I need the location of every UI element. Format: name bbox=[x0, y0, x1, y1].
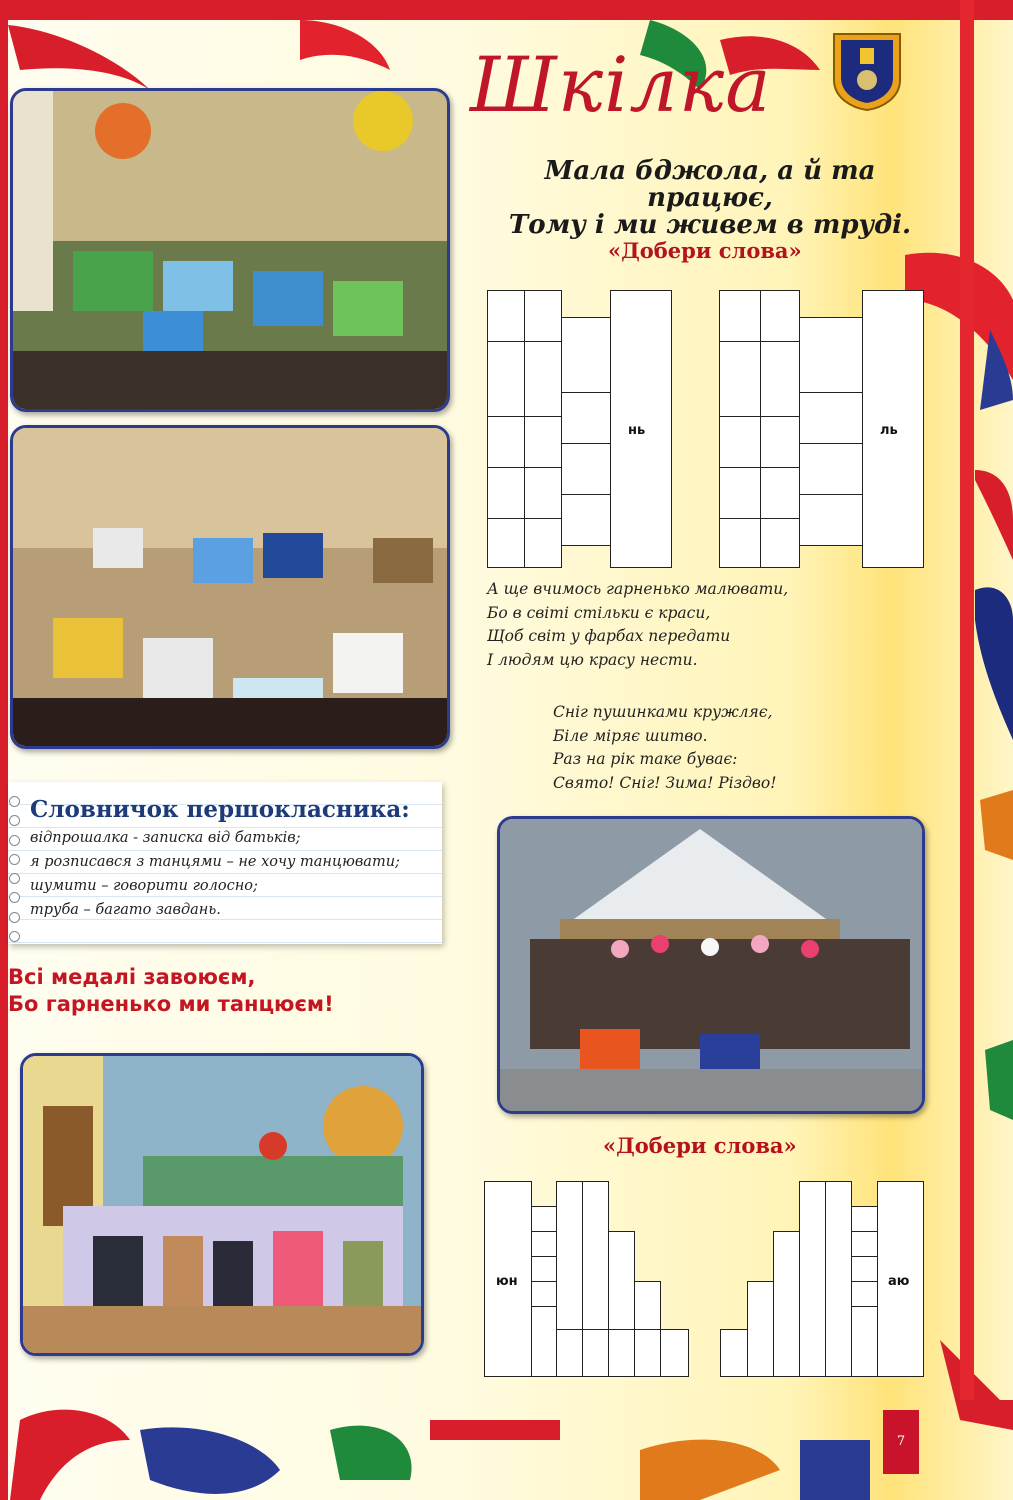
dictionary-entry: шумити – говорити голосно; bbox=[30, 878, 258, 894]
red-shape-3 bbox=[940, 1340, 1013, 1430]
grid-cell bbox=[799, 443, 863, 495]
dictionary-entries bbox=[30, 826, 400, 922]
dance-slogan bbox=[8, 964, 334, 1018]
grid-cell bbox=[747, 1281, 774, 1377]
grid-cell bbox=[719, 467, 761, 519]
grid-cell bbox=[799, 317, 863, 393]
grid-cell bbox=[719, 518, 761, 568]
grid-cell bbox=[799, 494, 863, 546]
poem-line: Свято! Сніг! Зима! Різдво! bbox=[553, 773, 777, 792]
blue-shape-2 bbox=[800, 1440, 870, 1500]
grid-cell bbox=[524, 416, 562, 468]
grid-cell bbox=[851, 1256, 878, 1282]
poem-line: Раз на рік таке буває: bbox=[553, 750, 738, 768]
grid-cell bbox=[524, 341, 562, 417]
grid-cell bbox=[487, 290, 525, 342]
orange-shape-2 bbox=[640, 1440, 780, 1500]
red-shape-2 bbox=[975, 470, 1013, 560]
photo-children-with-paintings bbox=[10, 425, 450, 749]
grid-cell bbox=[487, 467, 525, 519]
grid-cell bbox=[487, 416, 525, 468]
grid-cell bbox=[799, 1181, 826, 1377]
poem-winter bbox=[553, 701, 776, 795]
grid-cell bbox=[719, 341, 761, 417]
poem-line: А ще вчимось гарненько малювати, bbox=[487, 580, 789, 598]
school-crest-logo bbox=[830, 28, 904, 112]
red-corner-shape bbox=[10, 1410, 130, 1500]
grid-cell bbox=[561, 392, 611, 444]
dictionary-entry: труба – багато завдань. bbox=[30, 902, 221, 918]
grid-cell bbox=[531, 1206, 557, 1232]
dictionary-title: Словничок першокласника: bbox=[30, 796, 410, 823]
grid-cell bbox=[561, 317, 611, 393]
grid-cell bbox=[760, 518, 800, 568]
poem-line: Бо в світі стільки є краси, bbox=[487, 603, 711, 622]
grid-cell bbox=[582, 1181, 609, 1377]
poem-line: І людям цю красу нести. bbox=[487, 650, 698, 669]
grid-cell bbox=[531, 1281, 557, 1307]
green-shape-2 bbox=[330, 1426, 412, 1480]
grid-cell bbox=[773, 1231, 800, 1377]
grid-cell bbox=[531, 1306, 557, 1377]
grid-cell bbox=[487, 518, 525, 568]
red-bar-shape bbox=[430, 1420, 560, 1440]
grid-cell bbox=[561, 443, 611, 495]
grid-cell bbox=[524, 467, 562, 519]
green-shape bbox=[985, 1040, 1013, 1120]
dictionary-entry: я розписався з танцями – не хочу танцювати; bbox=[30, 854, 400, 870]
grid-label-bottom-left: юн bbox=[496, 1274, 518, 1289]
grid-cell bbox=[760, 290, 800, 342]
grid-cell bbox=[851, 1231, 878, 1257]
grid-label-left: нь bbox=[628, 423, 646, 438]
grid-cell bbox=[760, 341, 800, 417]
dictionary-note bbox=[8, 782, 442, 944]
frame-top-bar bbox=[0, 0, 1013, 20]
poem-line: Сніг пушинками кружляє, bbox=[553, 703, 773, 721]
grid-cell bbox=[531, 1256, 557, 1282]
grid-cell bbox=[851, 1206, 878, 1232]
poem-line: Щоб світ у фарбах передати bbox=[487, 627, 731, 645]
photo-dance-team bbox=[20, 1053, 424, 1356]
dictionary-entry: відпрошалка - записка від батьків; bbox=[30, 830, 301, 846]
grid-cell bbox=[720, 1329, 748, 1377]
grid-cell bbox=[760, 416, 800, 468]
photo-winter-group bbox=[497, 816, 925, 1114]
grid-cell bbox=[825, 1181, 852, 1377]
grid-cell bbox=[487, 341, 525, 417]
poem-drawing bbox=[487, 578, 788, 672]
poem-line: Біле міряє шитво. bbox=[553, 726, 708, 745]
grid-cell bbox=[799, 392, 863, 444]
motto bbox=[480, 158, 940, 239]
blue-letter-shape bbox=[975, 587, 1013, 740]
frame-right-bar bbox=[960, 0, 974, 1400]
red-brush-shape bbox=[300, 20, 390, 70]
grid-cell bbox=[608, 1231, 635, 1377]
grid-label-right: ль bbox=[880, 423, 898, 438]
notebook-holes bbox=[8, 796, 22, 950]
grid-cell bbox=[719, 416, 761, 468]
blue-zh-letter bbox=[140, 1427, 280, 1494]
page-title: Шкілка bbox=[470, 40, 772, 129]
frame-left-bar bbox=[0, 0, 8, 1500]
grid-cell bbox=[531, 1231, 557, 1257]
grid-cell bbox=[524, 290, 562, 342]
puzzle-top-heading: «Добери слова» bbox=[608, 238, 802, 263]
grid-cell bbox=[660, 1329, 689, 1377]
slogan-line-1: Всі медалі завоюєм, bbox=[8, 965, 256, 989]
red-swoosh-shape bbox=[8, 25, 150, 90]
grid-cell bbox=[851, 1306, 878, 1377]
grid-cell bbox=[719, 290, 761, 342]
photo-class-with-drawings bbox=[10, 88, 450, 412]
grid-cell bbox=[760, 467, 800, 519]
grid-cell bbox=[556, 1329, 689, 1330]
grid-cell bbox=[524, 518, 562, 568]
grid-label-bottom-right: аю bbox=[888, 1274, 910, 1289]
orange-shape bbox=[980, 790, 1013, 860]
grid-cell bbox=[851, 1281, 878, 1307]
slogan-line-2: Бо гарненько ми танцюєм! bbox=[8, 992, 334, 1016]
grid-cell bbox=[561, 494, 611, 546]
grid-cell bbox=[556, 1181, 583, 1377]
page-number: 7 bbox=[883, 1410, 919, 1474]
motto-line-1: Мала бджола, а й та працює, bbox=[544, 156, 876, 213]
puzzle-bottom-heading: «Добери слова» bbox=[603, 1133, 797, 1158]
motto-line-2: Тому і ми живем в труді. bbox=[508, 210, 912, 240]
